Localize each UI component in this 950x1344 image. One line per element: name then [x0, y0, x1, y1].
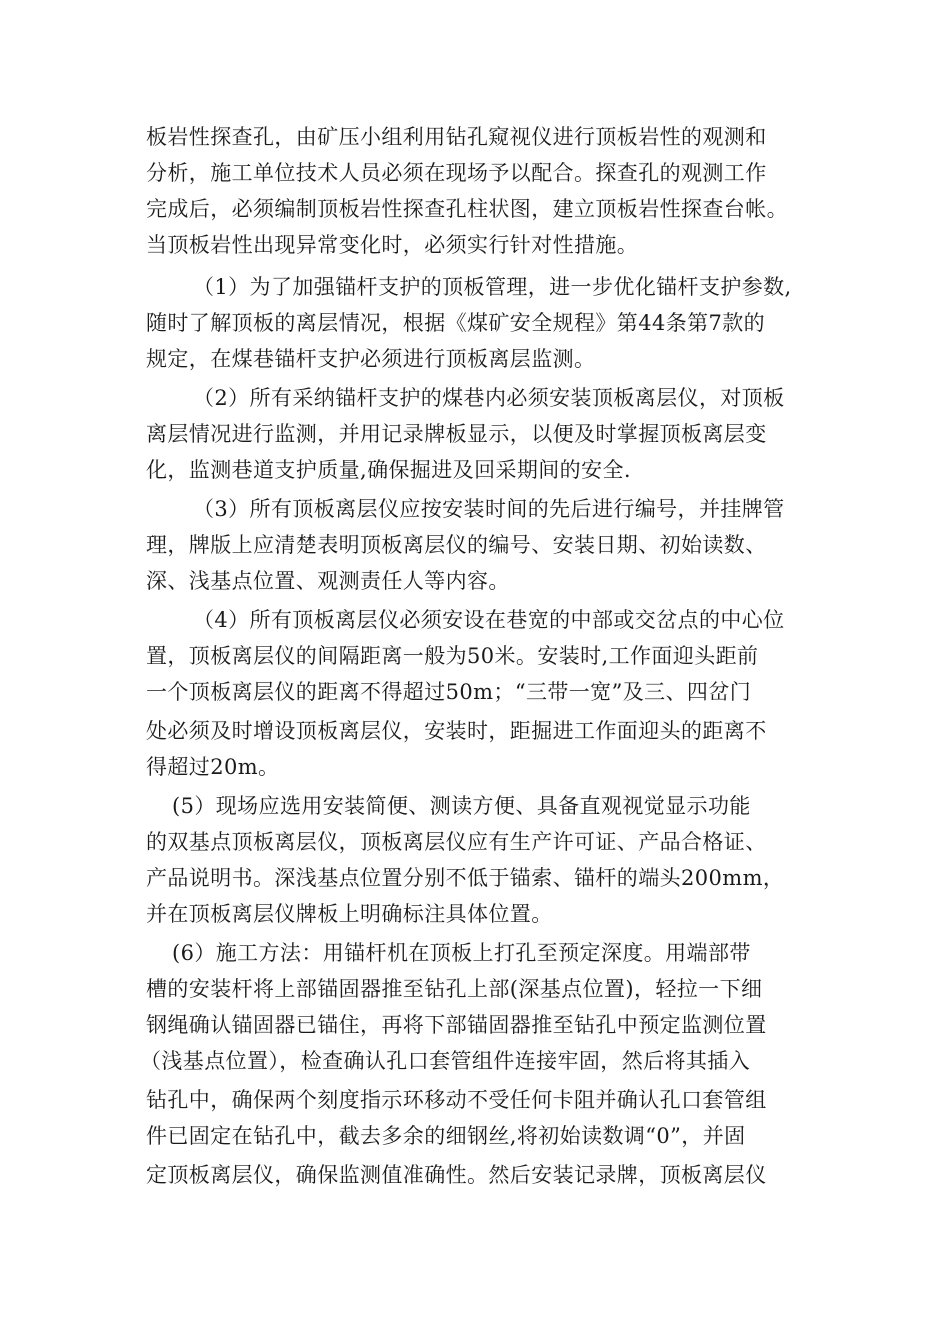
text-line: 钢绳确认锚固器已锚住，再将下部锚固器推至钻孔中预定监测位置 [146, 1013, 767, 1037]
text-line: 的双基点顶板离层仪，顶板离层仪应有生产许可证、产品合格证、 [146, 830, 767, 854]
text-line: 置，顶板离层仪的间隔距离一般为50米。安装时,工作面迎头距前 [146, 644, 759, 668]
text-line: 分析，施工单位技术人员必须在现场予以配合。探查孔的观测工作 [146, 161, 767, 185]
text-line: (5）现场应选用安装简便、测读方便、具备直观视觉显示功能 [172, 794, 751, 818]
text-line: 理，牌版上应清楚表明顶板离层仪的编号、安装日期、初始读数、 [146, 533, 767, 557]
text-line: 板岩性探查孔，由矿压小组利用钻孔窥视仪进行顶板岩性的观测和 [146, 125, 767, 149]
text-line: 深、浅基点位置、观测责任人等内容。 [146, 569, 510, 593]
text-line: 定顶板离层仪，确保监测值准确性。然后安装记录牌，顶板离层仪 [146, 1163, 767, 1187]
text-line: 钻孔中，确保两个刻度指示环移动不受任何卡阻并确认孔口套管组 [146, 1088, 767, 1112]
text-line: 得超过20m。 [146, 755, 280, 779]
text-line: 离层情况进行监测，并用记录牌板显示，以便及时掌握顶板离层变 [146, 422, 767, 446]
text-line: 完成后，必须编制顶板岩性探查孔柱状图，建立顶板岩性探查台帐。 [146, 197, 788, 221]
text-line: 槽的安装杆将上部锚固器推至钻孔上部(深基点位置)，轻拉一下细 [146, 977, 763, 1001]
text-line: (6）施工方法：用锚杆机在顶板上打孔至预定深度。用端部带 [172, 941, 751, 965]
text-line: （4）所有顶板离层仪必须安设在巷宽的中部或交岔点的中心位 [193, 608, 785, 632]
text-line: 件已固定在钻孔中，截去多余的细钢丝,将初始读数调“0”，并固 [146, 1124, 746, 1148]
text-line: （2）所有采纳锚杆支护的煤巷内必须安装顶板离层仪，对顶板 [193, 386, 785, 410]
text-line: 一个顶板离层仪的距离不得超过50m；“三带一宽”及三、四岔门 [146, 680, 752, 704]
text-line: （1）为了加强锚杆支护的顶板管理，进一步优化锚杆支护参数, [193, 275, 792, 299]
text-line: 化，监测巷道支护质量,确保掘进及回采期间的安全. [146, 458, 631, 482]
text-line: 当顶板岩性出现异常变化时，必须实行针对性措施。 [146, 233, 639, 257]
text-line: 规定，在煤巷锚杆支护必须进行顶板离层监测。 [146, 347, 596, 371]
text-line: 并在顶板离层仪牌板上明确标注具体位置。 [146, 902, 553, 926]
text-line: 处必须及时增设顶板离层仪，安装时，距掘进工作面迎头的距离不 [146, 719, 767, 743]
text-line: 产品说明书。深浅基点位置分别不低于锚索、锚杆的端头200mm， [146, 866, 785, 890]
text-line: （浅基点位置），检查确认孔口套管组件连接牢固，然后将其插入 [140, 1049, 751, 1073]
text-line: （3）所有顶板离层仪应按安装时间的先后进行编号，并挂牌管 [193, 497, 785, 521]
text-line: 随时了解顶板的离层情况，根据《煤矿安全规程》第44条第7款的 [146, 311, 766, 335]
